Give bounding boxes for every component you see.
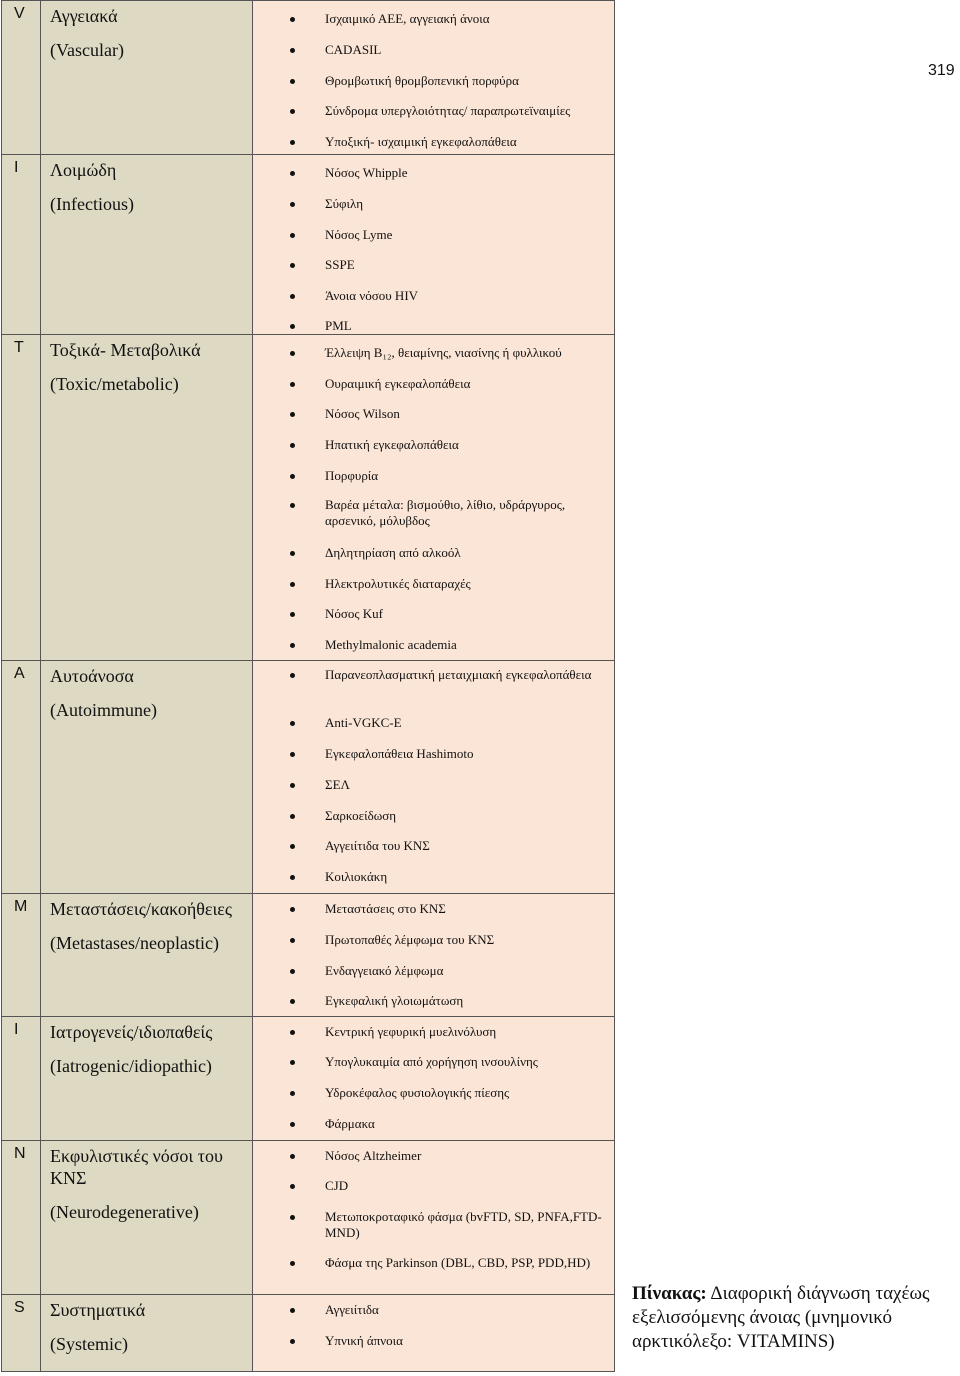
list-item: Άνοια νόσου HIV <box>325 288 419 303</box>
list-item: Έλλειψη B₁₂, θειαμίνης, νιασίνης ή φυλλικού <box>325 345 562 360</box>
list-item: Μεταστάσεις στο ΚΝΣ <box>325 901 446 916</box>
bullet-icon <box>290 1339 295 1344</box>
bullet-icon <box>290 109 295 114</box>
list-item: Νόσος Whipple <box>325 165 408 180</box>
list-item: Εγκεφαλοπάθεια Hashimoto <box>325 746 474 761</box>
items-cell <box>253 661 615 893</box>
bullet-icon <box>290 551 295 556</box>
list-item: Αγγειίτιδα του ΚΝΣ <box>325 838 430 853</box>
bullet-icon <box>290 1122 295 1127</box>
table-row <box>1 660 615 893</box>
items-cell <box>253 1295 615 1371</box>
bullet-icon <box>290 474 295 479</box>
list-item: Υπογλυκαιμία από χορήγηση ινσουλίνης <box>325 1054 538 1069</box>
list-item: Δηλητηρίαση από αλκοόλ <box>325 545 461 560</box>
bullet-icon <box>290 443 295 448</box>
table-caption <box>632 1282 960 1354</box>
bullet-icon <box>290 1308 295 1313</box>
category-cell <box>41 335 253 660</box>
bullet-icon <box>290 1261 295 1266</box>
list-item: Ηπατική εγκεφαλοπάθεια <box>325 437 459 452</box>
bullet-icon <box>290 814 295 819</box>
bullet-icon <box>290 294 295 299</box>
category-greek: Λοιμώδη <box>50 160 117 180</box>
mnemonic-letter: V <box>14 5 25 22</box>
bullet-icon <box>290 875 295 880</box>
list-item: Εγκεφαλική γλοιωμάτωση <box>325 993 464 1008</box>
bullet-icon <box>290 1215 295 1220</box>
list-item: Ουραιμική εγκεφαλοπάθεια <box>325 376 471 391</box>
mnemonic-letter: M <box>14 898 28 915</box>
page-number: 319 <box>928 62 955 79</box>
list-item: Υποξική- ισχαιμική εγκεφαλοπάθεια <box>325 134 517 149</box>
list-item: Σαρκοείδωση <box>325 808 397 823</box>
list-item: Ισχαιμικό ΑΕΕ, αγγειακή άνοια <box>325 11 490 26</box>
items-cell <box>253 894 615 1016</box>
list-item: Ηλεκτρολυτικές διαταραχές <box>325 576 471 591</box>
category-cell <box>41 894 253 1016</box>
category-greek: Αγγειακά <box>50 6 118 26</box>
bullet-icon <box>290 721 295 726</box>
bullet-icon <box>290 503 295 508</box>
bullet-icon <box>290 263 295 268</box>
table-row <box>1 154 615 334</box>
caption-label: Πίνακας: <box>632 1283 707 1304</box>
items-cell <box>253 1141 615 1294</box>
category-english: (Vascular) <box>50 40 124 60</box>
table-row <box>1 893 615 1016</box>
category-english: (Neurodegenerative) <box>50 1202 199 1222</box>
category-english: (Systemic) <box>50 1334 128 1354</box>
mnemonic-letter-cell <box>1 1 41 154</box>
category-english: (Metastases/neoplastic) <box>50 933 219 953</box>
category-cell <box>41 1017 253 1140</box>
bullet-icon <box>290 233 295 238</box>
bullet-icon <box>290 999 295 1004</box>
list-item: Υπνική άπνοια <box>325 1333 403 1348</box>
table-row <box>1 1140 615 1294</box>
table-row <box>1 334 615 660</box>
bullet-icon <box>290 382 295 387</box>
bullet-icon <box>290 1030 295 1035</box>
mnemonic-letter-cell <box>1 1295 41 1371</box>
mnemonic-letter: I <box>14 1021 19 1038</box>
bullet-icon <box>290 844 295 849</box>
bullet-icon <box>290 783 295 788</box>
category-greek: Τοξικά- Μεταβολικά <box>50 340 201 360</box>
list-item: Κεντρική γεφυρική μυελινόλυση <box>325 1024 497 1039</box>
list-item: Νόσος Wilson <box>325 406 400 421</box>
bullet-icon <box>290 1091 295 1096</box>
caption-text: Διαφορική διάγνωση ταχέως εξελισσόμενης άνοιας (μνημονικό αρκτικόλεξο: VITAMINS) <box>632 1283 930 1352</box>
list-item: Σύφιλη <box>325 196 363 211</box>
items-cell <box>253 1 615 154</box>
list-item: Νόσος Lyme <box>325 227 393 242</box>
bullet-icon <box>290 969 295 974</box>
mnemonic-letter-cell <box>1 1141 41 1294</box>
category-cell <box>41 661 253 893</box>
category-cell <box>41 1141 253 1294</box>
bullet-icon <box>290 48 295 53</box>
bullet-icon <box>290 79 295 84</box>
category-cell <box>41 1295 253 1371</box>
list-item: Νόσος Kuf <box>325 606 384 621</box>
list-item: CADASIL <box>325 42 382 57</box>
category-english: (Autoimmune) <box>50 700 157 720</box>
items-cell <box>253 155 615 334</box>
mnemonic-letter-cell <box>1 1017 41 1140</box>
items-cell <box>253 1017 615 1140</box>
category-english: (Iatrogenic/idiopathic) <box>50 1056 212 1076</box>
table-row <box>1 1016 615 1140</box>
list-item: Μετωποκροταφικό φάσμα (bvFTD, SD, PNFA,FTD-MND) <box>325 1209 602 1240</box>
bullet-icon <box>290 324 295 329</box>
list-item: Anti-VGKC-E <box>325 715 402 730</box>
bullet-icon <box>290 171 295 176</box>
list-item: Φάρμακα <box>325 1116 375 1131</box>
mnemonic-letter-cell <box>1 155 41 334</box>
category-greek: Ιατρογενείς/ιδιοπαθείς <box>50 1022 213 1042</box>
mnemonic-letter-cell <box>1 661 41 893</box>
list-item: Πρωτοπαθές λέμφωμα του ΚΝΣ <box>325 932 495 947</box>
bullet-icon <box>290 1154 295 1159</box>
bullet-icon <box>290 582 295 587</box>
mnemonic-letter: I <box>14 159 19 176</box>
list-item: Κοιλιοκάκη <box>325 869 388 884</box>
mnemonic-letter: T <box>14 339 24 356</box>
bullet-icon <box>290 907 295 912</box>
list-item: Σύνδρομα υπεργλοιότητας/ παραπρωτεϊναιμίες <box>325 103 571 118</box>
list-item: Φάσμα της Parkinson (DBL, CBD, PSP, PDD,HD) <box>325 1255 591 1270</box>
list-item: ΣΕΛ <box>325 777 350 792</box>
list-item: Υδροκέφαλος φυσιολογικής πίεσης <box>325 1085 510 1100</box>
list-item: Παρανεοπλασματική μεταιχμιακή εγκεφαλοπάθεια <box>325 667 592 682</box>
list-item: CJD <box>325 1178 349 1193</box>
list-item: Ενδαγγειακό λέμφωμα <box>325 963 444 978</box>
table-row <box>1 1294 615 1372</box>
mnemonic-letter: S <box>14 1299 25 1316</box>
bullet-icon <box>290 1184 295 1189</box>
bullet-icon <box>290 412 295 417</box>
category-greek: Συστηματικά <box>50 1300 146 1320</box>
list-item: PML <box>325 318 352 333</box>
bullet-icon <box>290 673 295 678</box>
mnemonic-letter-cell <box>1 894 41 1016</box>
list-item: Βαρέα μέταλα: βισμούθιο, λίθιο, υδράργυρος, αρσενικό, μόλυβδος <box>325 497 566 528</box>
category-greek: Μεταστάσεις/κακοήθειες <box>50 899 232 919</box>
mnemonic-letter: N <box>14 1145 26 1162</box>
bullet-icon <box>290 612 295 617</box>
bullet-icon <box>290 938 295 943</box>
bullet-icon <box>290 643 295 648</box>
bullet-icon <box>290 140 295 145</box>
bullet-icon <box>290 752 295 757</box>
category-cell <box>41 1 253 154</box>
category-english: (Infectious) <box>50 194 134 214</box>
bullet-icon <box>290 351 295 356</box>
table-row <box>1 0 615 154</box>
category-cell <box>41 155 253 334</box>
bullet-icon <box>290 202 295 207</box>
category-greek: Εκφυλιστικές νόσοι του ΚΝΣ <box>50 1146 223 1188</box>
category-english: (Toxic/metabolic) <box>50 374 179 394</box>
list-item: Θρομβωτική θρομβοπενική πορφύρα <box>325 73 519 88</box>
list-item: Αγγειίτιδα <box>325 1302 379 1317</box>
bullet-icon <box>290 1060 295 1065</box>
category-greek: Αυτοάνοσα <box>50 666 134 686</box>
list-item: Νόσος Altzheimer <box>325 1148 422 1163</box>
list-item: SSPE <box>325 257 355 272</box>
mnemonic-letter-cell <box>1 335 41 660</box>
items-cell <box>253 335 615 660</box>
mnemonic-letter: A <box>14 665 25 682</box>
bullet-icon <box>290 17 295 22</box>
list-item: Methylmalonic academia <box>325 637 457 652</box>
list-item: Πορφυρία <box>325 468 379 483</box>
